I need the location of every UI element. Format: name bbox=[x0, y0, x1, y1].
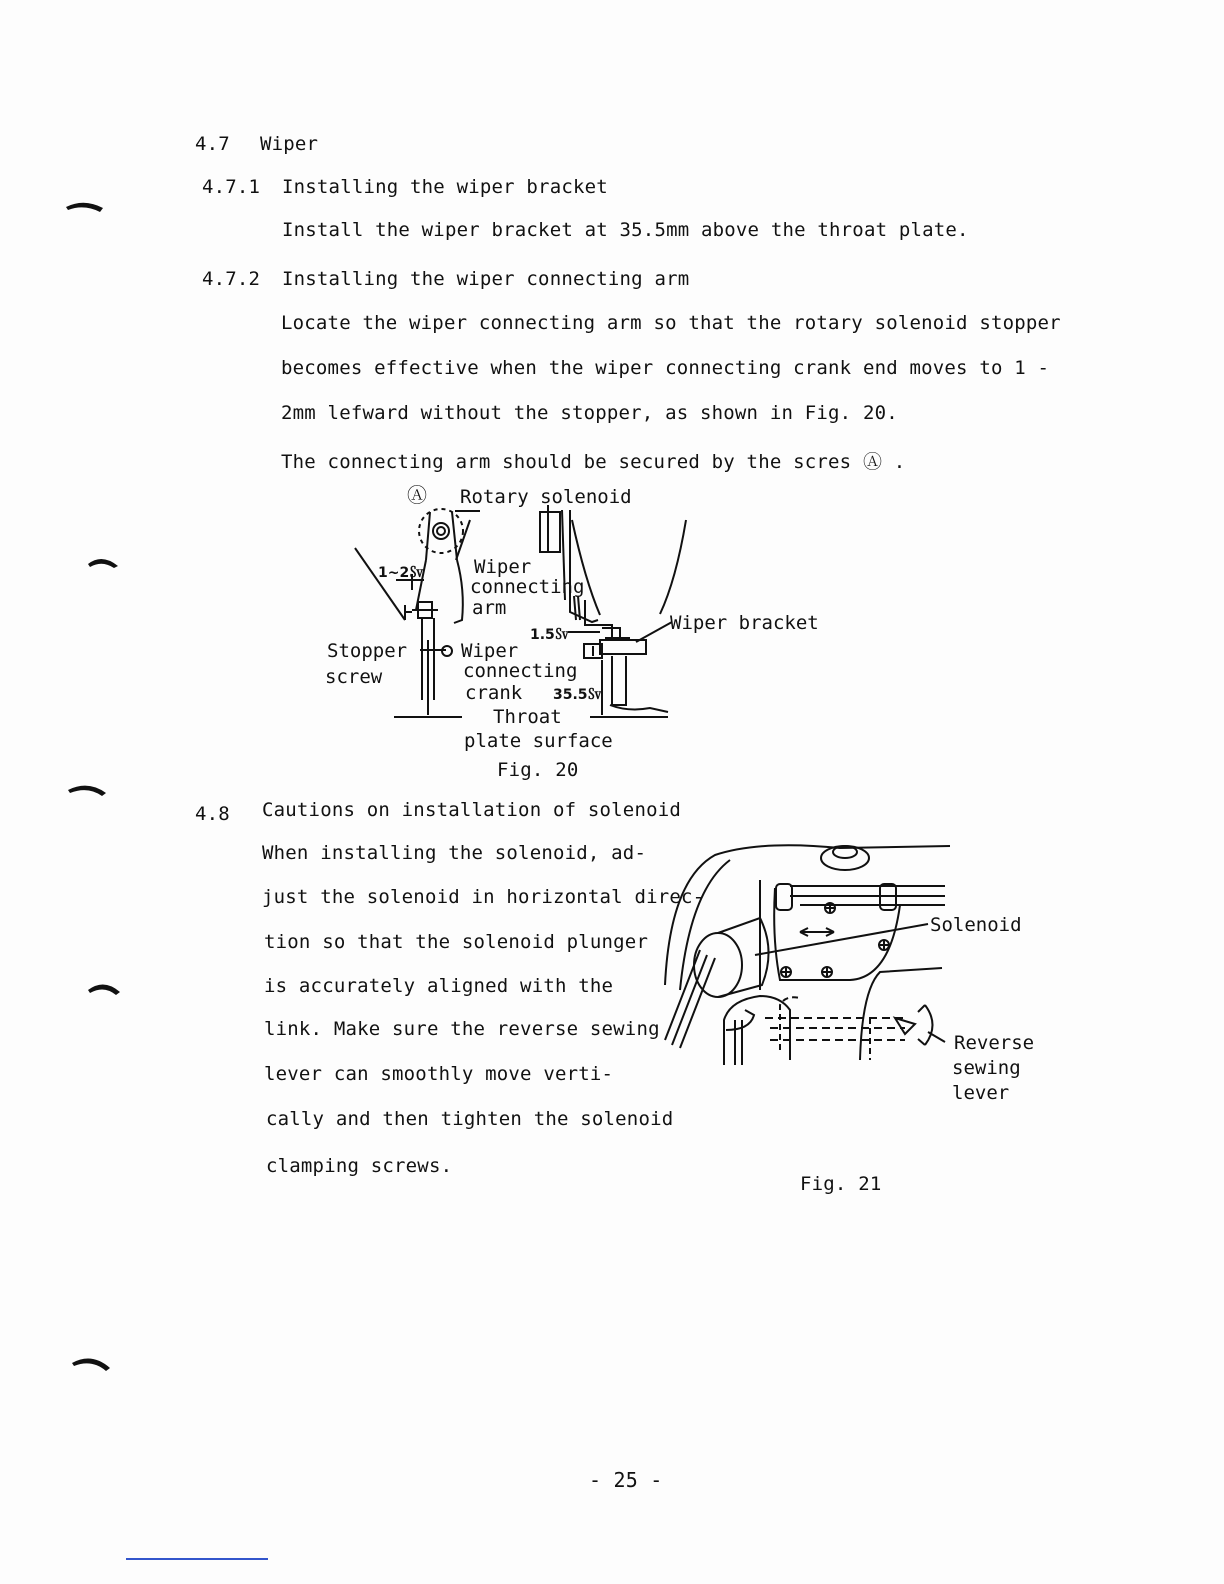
label-wiper-bracket: Wiper bracket bbox=[670, 612, 819, 634]
footer-rule bbox=[126, 1558, 268, 1560]
paragraph-line: When installing the solenoid, ad- bbox=[262, 842, 647, 864]
paragraph-line: The connecting arm should be secured by the scres Ⓐ . bbox=[281, 451, 906, 473]
paragraph-line: clamping screws. bbox=[266, 1155, 453, 1177]
paragraph-line: is accurately aligned with the bbox=[264, 975, 614, 997]
label-reverse-line1: Reverse bbox=[954, 1032, 1035, 1054]
label-stopper-screw-line1: Stopper bbox=[327, 640, 408, 662]
fig20-caption: Fig. 20 bbox=[497, 759, 579, 781]
section-number: 4.8 bbox=[195, 803, 230, 825]
subsection-number: 4.7.1 bbox=[202, 176, 261, 198]
label-height-35-5mm: 35.5㏜ bbox=[553, 687, 602, 703]
fig21-caption: Fig. 21 bbox=[800, 1173, 882, 1195]
paragraph-line: tion so that the solenoid plunger bbox=[264, 931, 649, 953]
label-wiper-crank-line3: crank bbox=[465, 682, 523, 704]
subsection-number: 4.7.2 bbox=[202, 268, 261, 290]
subsection-title: Installing the wiper connecting arm bbox=[282, 268, 690, 290]
label-wiper-arm-line3: arm bbox=[472, 597, 507, 619]
label-reverse-line2: sewing bbox=[952, 1057, 1021, 1079]
label-wiper-crank-line2: connecting bbox=[463, 660, 578, 682]
label-throat-line1: Throat bbox=[493, 706, 562, 728]
label-throat-line2: plate surface bbox=[464, 730, 613, 752]
label-gap-1-2mm: 1~2㏜ bbox=[378, 565, 424, 581]
paragraph-line: just the solenoid in horizontal direc- bbox=[262, 886, 705, 908]
paragraph-line: 2mm lefward without the stopper, as shown in Fig. 20. bbox=[281, 402, 898, 424]
label-wiper-crank-line1: Wiper bbox=[461, 640, 519, 662]
label-solenoid: Solenoid bbox=[930, 914, 1022, 936]
paragraph-line: becomes effective when the wiper connecting crank end moves to 1 - bbox=[281, 357, 1050, 379]
label-gap-1-5mm: 1.5㏜ bbox=[530, 627, 569, 643]
paragraph-line: lever can smoothly move verti- bbox=[264, 1063, 614, 1085]
paragraph-line: Locate the wiper connecting arm so that the rotary solenoid stopper bbox=[281, 312, 1061, 334]
section-number: 4.7 bbox=[195, 133, 230, 155]
label-wiper-arm-line2: connecting bbox=[470, 576, 585, 598]
subsection-title: Installing the wiper bracket bbox=[282, 176, 608, 198]
page-number: - 25 - bbox=[589, 1468, 663, 1492]
label-rotary-solenoid: Rotary solenoid bbox=[460, 486, 632, 508]
label-wiper-arm-line1: Wiper bbox=[474, 556, 532, 578]
screw-a-mark: Ⓐ bbox=[407, 483, 427, 507]
label-reverse-line3: lever bbox=[952, 1082, 1010, 1104]
paragraph-line: link. Make sure the reverse sewing bbox=[264, 1018, 660, 1040]
paragraph-text: Install the wiper bracket at 35.5mm above the throat plate. bbox=[282, 219, 969, 241]
section-title: Cautions on installation of solenoid bbox=[262, 799, 682, 821]
section-title: Wiper bbox=[260, 133, 319, 155]
paragraph-line: cally and then tighten the solenoid bbox=[266, 1108, 674, 1130]
label-stopper-screw-line2: screw bbox=[325, 666, 383, 688]
